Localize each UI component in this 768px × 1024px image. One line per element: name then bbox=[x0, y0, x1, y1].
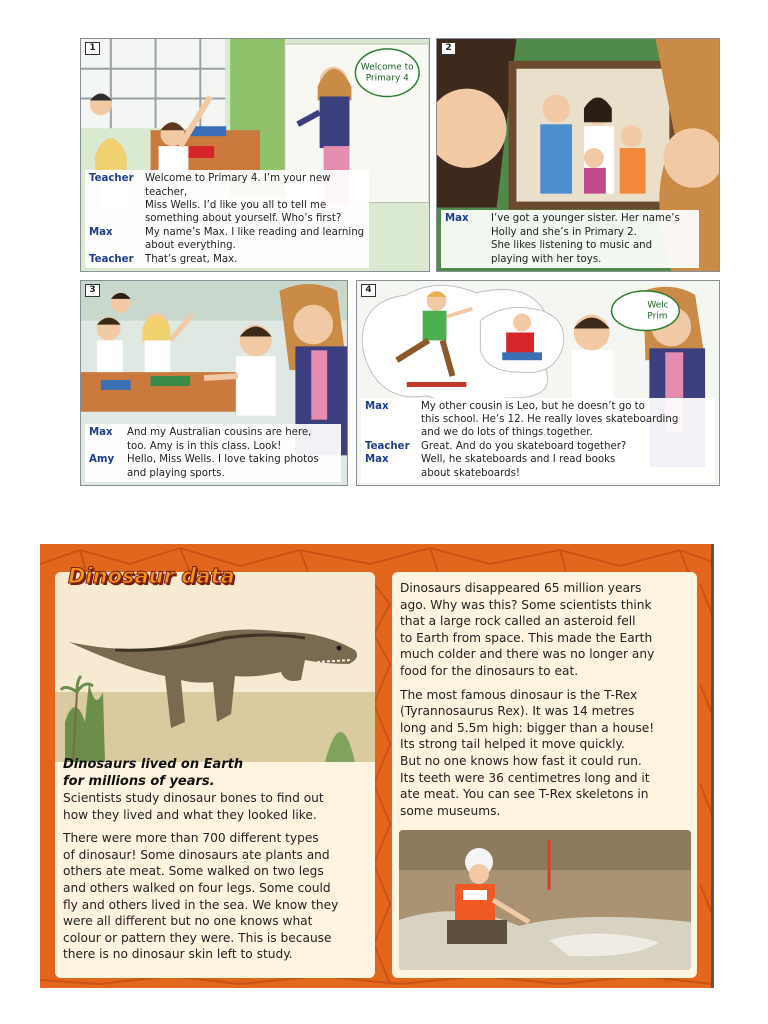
text-line: others ate meat. Some walked on two legs bbox=[63, 864, 324, 879]
article-title: Dinosaur data bbox=[68, 564, 235, 588]
dialogue-text: Great. And do you skateboard together? bbox=[421, 440, 627, 452]
text-line: (Tyrannosaurus Rex). It was 14 metres bbox=[400, 704, 635, 719]
page-edge-line bbox=[711, 544, 714, 988]
dialogue-line bbox=[365, 467, 711, 480]
dialogue-text: I’ve got a younger sister. Her name’s bbox=[491, 213, 680, 225]
dialogue-text: And my Australian cousins are here, bbox=[127, 427, 312, 439]
text-line: of dinosaur! Some dinosaurs ate plants and bbox=[63, 847, 330, 862]
comic-panel-3 bbox=[80, 280, 348, 486]
text-line: there is no dinosaur skin left to study. bbox=[63, 947, 293, 962]
dialogue-text: about everything. bbox=[145, 240, 236, 252]
bubble-line-2: Prim bbox=[647, 311, 668, 322]
subheading-line: for millions of years. bbox=[63, 774, 215, 789]
speaker-label: Teacher bbox=[365, 440, 410, 452]
dialogue-line bbox=[89, 172, 365, 199]
speaker-label bbox=[89, 212, 145, 225]
text-line: Its teeth were 36 centimetres long and it bbox=[400, 770, 650, 785]
text-line: much colder and there was no longer any bbox=[400, 647, 655, 662]
dialogue-line bbox=[445, 212, 695, 225]
text-line: ago. Why was this? Some scientists think bbox=[400, 597, 652, 612]
speaker-label bbox=[365, 426, 421, 439]
dialogue-text: about skateboards! bbox=[421, 467, 520, 479]
dialogue-line bbox=[89, 212, 365, 225]
speaker-label: Max bbox=[89, 226, 113, 238]
t-rex-illustration bbox=[55, 572, 375, 762]
speaker-label: Amy bbox=[89, 454, 115, 466]
text-line: But no one knows how fast it could run. bbox=[400, 753, 642, 768]
text-line: colour or pattern they were. This is because bbox=[63, 930, 332, 945]
speaker-label: Teacher bbox=[89, 173, 134, 185]
text-line: There were more than 700 different types bbox=[63, 831, 319, 846]
dialogue-line bbox=[445, 239, 695, 252]
text-line: and others walked on four legs. Some could bbox=[63, 880, 331, 895]
dialogue-text: playing with her toys. bbox=[491, 253, 602, 265]
text-line: ate meat. You can see T-Rex skeletons in bbox=[400, 787, 649, 802]
panel-number: 1 bbox=[85, 42, 100, 55]
dialogue-text: and playing sports. bbox=[127, 467, 225, 479]
dialogue-line bbox=[89, 453, 337, 466]
paragraph bbox=[400, 580, 692, 680]
speaker-label: Max bbox=[89, 427, 113, 439]
dialogue-text: something about yourself. Who’s first? bbox=[145, 213, 342, 225]
dialogue-line bbox=[89, 199, 365, 212]
dialogue-box bbox=[441, 210, 699, 268]
text-line: some museums. bbox=[400, 803, 501, 818]
right-text bbox=[400, 580, 692, 819]
dialogue-line bbox=[365, 413, 711, 426]
dialogue-line bbox=[365, 440, 711, 453]
dialogue-text: Holly and she’s in Primary 2. bbox=[491, 226, 637, 238]
speaker-label bbox=[89, 239, 145, 252]
text-line: Dinosaurs disappeared 65 million years bbox=[400, 581, 642, 595]
dialogue-line bbox=[365, 453, 711, 466]
dinosaur-data-spread bbox=[40, 544, 712, 988]
dialogue-line bbox=[89, 440, 337, 453]
comic-panel-4 bbox=[356, 280, 720, 486]
dialogue-text: She likes listening to music and bbox=[491, 240, 653, 252]
dialogue-line bbox=[89, 253, 365, 266]
speaker-label bbox=[89, 199, 145, 212]
text-line: The most famous dinosaur is the T-Rex bbox=[400, 687, 638, 702]
dialogue-line bbox=[89, 239, 365, 252]
text-line: long and 5.5m high: bigger than a house! bbox=[400, 720, 655, 735]
bubble-line-1: Welc bbox=[647, 300, 669, 311]
speaker-label bbox=[365, 467, 421, 480]
dialogue-text: Hello, Miss Wells. I love taking photos bbox=[127, 454, 319, 466]
dialogue-line bbox=[89, 467, 337, 480]
dialogue-text: too. Amy is in this class. Look! bbox=[127, 440, 282, 452]
dialogue-text: this school. He’s 12. He really loves skateboarding bbox=[421, 413, 679, 425]
dialogue-text: Well, he skateboards and I read books bbox=[421, 454, 616, 466]
dialogue-text: Miss Wells. I’d like you all to tell me bbox=[145, 199, 327, 211]
left-text bbox=[63, 756, 368, 963]
speaker-label bbox=[89, 440, 127, 453]
speaker-label: Teacher bbox=[89, 253, 134, 265]
text-line: fly and others lived in the sea. We know they bbox=[63, 897, 339, 912]
text-line: food for the dinosaurs to eat. bbox=[400, 663, 579, 678]
dialogue-text: Welcome to Primary 4. I’m your new teacher, bbox=[145, 173, 331, 198]
dialogue-box bbox=[85, 424, 341, 482]
speaker-label bbox=[445, 239, 491, 252]
dialogue-line bbox=[89, 226, 365, 239]
speaker-label: Max bbox=[365, 400, 389, 412]
speaker-label bbox=[445, 253, 491, 266]
speaker-label: Max bbox=[365, 454, 389, 466]
dialogue-text: My name’s Max. I like reading and learning bbox=[145, 226, 365, 238]
left-column bbox=[55, 572, 375, 978]
dialogue-line bbox=[445, 253, 695, 266]
dialogue-text: and we do lots of things together. bbox=[421, 427, 593, 439]
excavation-photo bbox=[399, 830, 691, 970]
bubble-line-1: Welcome to bbox=[360, 62, 414, 73]
speaker-label: Max bbox=[445, 213, 469, 225]
text-line: Its strong tail helped it move quickly. bbox=[400, 737, 625, 752]
paragraph bbox=[400, 687, 692, 820]
comic-panel-1 bbox=[80, 38, 430, 272]
right-column bbox=[392, 572, 697, 978]
speaker-label bbox=[365, 413, 421, 426]
subheading-line: Dinosaurs lived on Earth bbox=[63, 757, 244, 772]
subheading bbox=[63, 756, 368, 790]
text-line: how they lived and what they looked like. bbox=[63, 807, 317, 822]
speaker-label bbox=[89, 467, 127, 480]
paragraph bbox=[63, 830, 368, 963]
dialogue-text: That’s great, Max. bbox=[145, 253, 238, 265]
dialogue-line bbox=[89, 426, 337, 439]
comic-panel-2 bbox=[436, 38, 720, 272]
panel-number: 3 bbox=[85, 284, 100, 297]
dialogue-line bbox=[445, 226, 695, 239]
dialogue-line bbox=[365, 400, 711, 413]
text-line: to Earth from space. This made the Earth bbox=[400, 630, 653, 645]
speaker-label bbox=[445, 226, 491, 239]
text-line: Scientists study dinosaur bones to find out bbox=[63, 791, 324, 805]
dialogue-line bbox=[365, 426, 711, 439]
panel-number: 2 bbox=[441, 42, 456, 55]
text-line: that a large rock called an asteroid fell bbox=[400, 614, 636, 629]
paragraph bbox=[63, 790, 368, 823]
dialogue-box bbox=[361, 398, 715, 482]
text-line: were all different but no one knows what bbox=[63, 914, 313, 929]
bubble-line-2: Primary 4 bbox=[365, 73, 409, 84]
dialogue-text: My other cousin is Leo, but he doesn’t go to bbox=[421, 400, 645, 412]
panel-number: 4 bbox=[361, 284, 376, 297]
dialogue-box bbox=[85, 170, 369, 268]
